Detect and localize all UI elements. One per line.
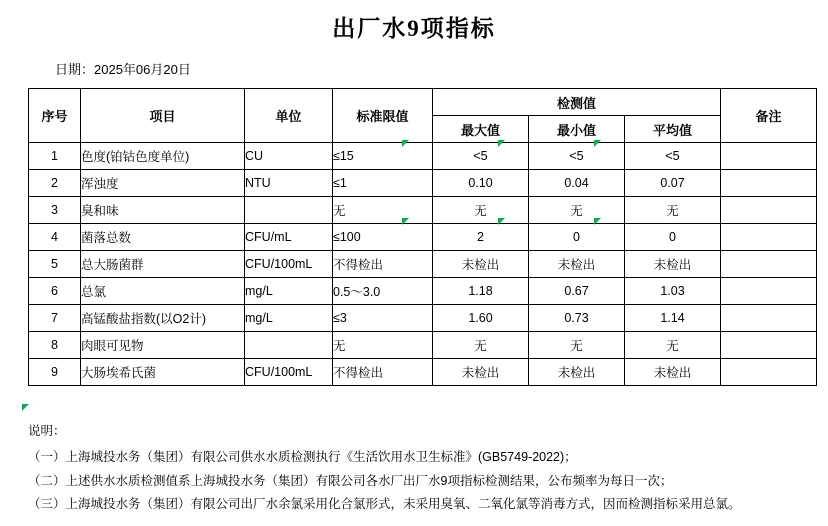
- table-row: [29, 197, 817, 224]
- note-line: （三）上海城投水务（集团）有限公司出厂水余氯采用化合氯形式，未采用臭氧、二氧化氯等消毒方式，因而检测指标采用总氯。: [28, 497, 741, 512]
- table-row: [29, 305, 817, 332]
- cell-note: [721, 305, 817, 332]
- cell-max: 1.60: [433, 305, 529, 332]
- cell-max: 无: [433, 197, 529, 224]
- cell-avg: 无: [625, 332, 721, 359]
- cell-item: 总氯: [81, 278, 245, 305]
- cell-min: 0.04: [529, 170, 625, 197]
- cell-note: [721, 170, 817, 197]
- cell-item: 菌落总数: [81, 224, 245, 251]
- table-row: [29, 332, 817, 359]
- cell-min: 0.73: [529, 305, 625, 332]
- cell-seq: 9: [29, 359, 81, 386]
- cell-unit: mg/L: [245, 278, 333, 305]
- notes-title: 说明：: [28, 424, 66, 438]
- cell-item: 总大肠菌群: [81, 251, 245, 278]
- header-item: 项目: [81, 89, 245, 143]
- cell-max: 1.18: [433, 278, 529, 305]
- cell-limit: ≤100: [333, 224, 433, 251]
- table-row: [29, 278, 817, 305]
- cell-max: 未检出: [433, 359, 529, 386]
- cell-seq: 1: [29, 143, 81, 170]
- table-row: [29, 170, 817, 197]
- cell-unit: NTU: [245, 170, 333, 197]
- cell-limit: ≤15: [333, 143, 433, 170]
- page-title: 出厂水9项指标: [332, 16, 496, 41]
- cell-max: 无: [433, 332, 529, 359]
- header-max: 最大值: [433, 116, 529, 143]
- report-date: 日期：2025年06月20日: [55, 62, 191, 77]
- header-seq: 序号: [29, 89, 81, 143]
- cell-min: 未检出: [529, 359, 625, 386]
- notes-section: [28, 420, 828, 517]
- header-unit: 单位: [245, 89, 333, 143]
- cell-limit: 无: [333, 197, 433, 224]
- header-measured-group: 检测值: [433, 89, 721, 116]
- cell-min: 未检出: [529, 251, 625, 278]
- cell-item: 色度(铂钴色度单位): [81, 143, 245, 170]
- cell-max: <5: [433, 143, 529, 170]
- cell-seq: 7: [29, 305, 81, 332]
- cell-unit: CU: [245, 143, 333, 170]
- cell-unit: CFU/mL: [245, 224, 333, 251]
- header-limit: 标准限值: [333, 89, 433, 143]
- cell-unit: mg/L: [245, 305, 333, 332]
- table-row: [29, 224, 817, 251]
- cell-limit: 不得检出: [333, 251, 433, 278]
- cell-seq: 3: [29, 197, 81, 224]
- header-min: 最小值: [529, 116, 625, 143]
- cell-avg: 0: [625, 224, 721, 251]
- table-row: [29, 143, 817, 170]
- cell-seq: 8: [29, 332, 81, 359]
- cell-limit: ≤1: [333, 170, 433, 197]
- cell-note: [721, 143, 817, 170]
- cell-avg: 未检出: [625, 359, 721, 386]
- note-line: （一）上海城投水务（集团）有限公司供水水质检测执行《生活饮用水卫生标准》(GB5749-2022)；: [28, 449, 577, 464]
- cell-min: 无: [529, 332, 625, 359]
- cell-seq: 4: [29, 224, 81, 251]
- cell-note: [721, 278, 817, 305]
- cell-avg: <5: [625, 143, 721, 170]
- cell-avg: 未检出: [625, 251, 721, 278]
- cell-limit: ≤3: [333, 305, 433, 332]
- cell-note: [721, 251, 817, 278]
- cell-item: 臭和味: [81, 197, 245, 224]
- cell-max: 0.10: [433, 170, 529, 197]
- cell-min: 无: [529, 197, 625, 224]
- cell-unit: CFU/100mL: [245, 359, 333, 386]
- table-row: [29, 359, 817, 386]
- cell-item: 肉眼可见物: [81, 332, 245, 359]
- cell-seq: 5: [29, 251, 81, 278]
- cell-item: 大肠埃希氏菌: [81, 359, 245, 386]
- cell-limit: 无: [333, 332, 433, 359]
- table-row: [29, 251, 817, 278]
- cell-avg: 无: [625, 197, 721, 224]
- cell-seq: 6: [29, 278, 81, 305]
- water-quality-table: [28, 88, 817, 386]
- cell-min: 0: [529, 224, 625, 251]
- cell-avg: 1.03: [625, 278, 721, 305]
- cell-limit: 0.5～3.0: [333, 278, 433, 305]
- cell-note: [721, 197, 817, 224]
- cell-limit: 不得检出: [333, 359, 433, 386]
- cell-item: 高锰酸盐指数(以O2计): [81, 305, 245, 332]
- cell-unit: [245, 332, 333, 359]
- cell-item: 浑浊度: [81, 170, 245, 197]
- cell-seq: 2: [29, 170, 81, 197]
- cell-note: [721, 332, 817, 359]
- cell-note: [721, 224, 817, 251]
- table-header-row-1: [29, 89, 817, 116]
- cell-min: 0.67: [529, 278, 625, 305]
- cell-max: 2: [433, 224, 529, 251]
- header-avg: 平均值: [625, 116, 721, 143]
- cell-max: 未检出: [433, 251, 529, 278]
- cell-avg: 0.07: [625, 170, 721, 197]
- comment-marker-icon: [22, 404, 29, 411]
- cell-unit: [245, 197, 333, 224]
- header-note: 备注: [721, 89, 817, 143]
- cell-unit: CFU/100mL: [245, 251, 333, 278]
- cell-min: <5: [529, 143, 625, 170]
- cell-note: [721, 359, 817, 386]
- cell-avg: 1.14: [625, 305, 721, 332]
- note-line: （二）上述供水水质检测值系上海城投水务（集团）有限公司各水厂出厂水9项指标检测结果，公布频率为每日一次；: [28, 473, 673, 488]
